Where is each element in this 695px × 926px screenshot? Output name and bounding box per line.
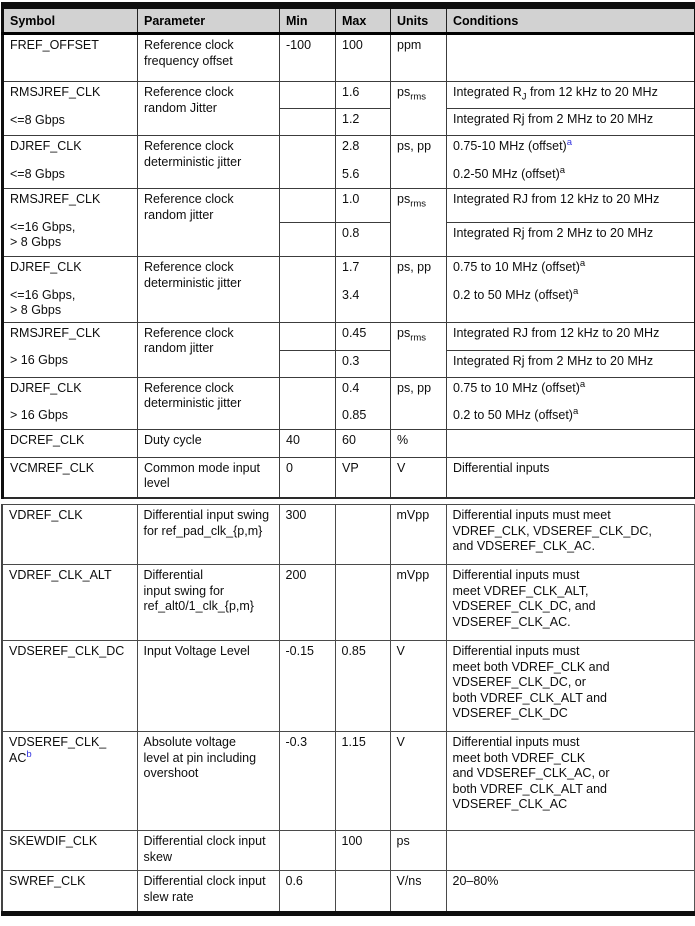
symbol-cell xyxy=(3,34,138,82)
max-cell xyxy=(335,565,390,641)
units-cell: V xyxy=(390,732,446,831)
conditions-cell xyxy=(447,429,695,457)
col-header-min: Min xyxy=(280,6,336,34)
parameter-cell: Reference clock random jitter xyxy=(138,189,280,257)
units-subscript: rms xyxy=(410,91,427,103)
parameter-cell: Differential clock input skew xyxy=(137,831,279,871)
footnote-a-link[interactable]: a xyxy=(566,136,572,148)
max-cell: 0.4 0.85 xyxy=(336,377,391,429)
table-row xyxy=(3,457,695,498)
table-row xyxy=(3,82,695,109)
max-cell: 1.15 xyxy=(335,732,390,831)
footnote-a: a xyxy=(559,164,566,176)
min-cell xyxy=(280,377,336,429)
table-row xyxy=(3,34,695,82)
units-cell: mVpp xyxy=(390,505,446,565)
units-cell: mVpp xyxy=(390,565,446,641)
units-subscript: rms xyxy=(410,198,427,210)
parameter-cell: Absolute voltage level at pin including overshoot xyxy=(137,732,279,831)
units-cell: % xyxy=(391,429,447,457)
max-cell: 0.3 xyxy=(336,350,391,377)
symbol-cell: DJREF_CLK <=16 Gbps, > 8 Gbps xyxy=(3,257,138,323)
conditions-cell: Differential inputs must meet VDREF_CLK, VDSEREF_CLK_DC, and VDSEREF_CLK_AC. xyxy=(446,505,695,565)
min-cell: -0.15 xyxy=(279,641,335,732)
units-cell: V/ns xyxy=(390,871,446,914)
symbol-cell: VDSEREF_CLK_DC xyxy=(2,641,137,732)
min-cell: 0.6 xyxy=(279,871,335,914)
min-cell xyxy=(280,82,336,109)
symbol-text: FREF_OFFSET xyxy=(10,38,99,52)
min-cell xyxy=(279,831,335,871)
table-row xyxy=(3,136,695,189)
table-row xyxy=(2,505,695,565)
table-row xyxy=(3,429,695,457)
units-cell: $ps_{rms}$ xyxy=(391,322,447,377)
symbol-cell: VDSEREF_CLK_ $AC^b$ xyxy=(2,732,137,831)
conditions-cell: Integrated Rj from 2 MHz to 20 MHz xyxy=(447,350,695,377)
table-row xyxy=(3,322,695,350)
max-cell: 1.0 xyxy=(336,189,391,223)
symbol-cell: RMSJREF_CLK > 16 Gbps xyxy=(3,322,138,377)
min-cell: 300 xyxy=(279,505,335,565)
parameter-cell: Reference clock frequency offset xyxy=(138,34,280,82)
header-row xyxy=(3,6,695,34)
min-cell xyxy=(280,136,336,189)
max-cell: 1.6 xyxy=(336,82,391,109)
max-cell: 1.2 xyxy=(336,109,391,136)
parameter-cell: Differential clock input slew rate xyxy=(137,871,279,914)
units-cell: $ps_{rms}$ xyxy=(391,82,447,136)
units-cell: $ps_{rms}$ xyxy=(391,189,447,257)
parameter-cell: Differential input swing for ref_alt0/1_clk_{p,m} xyxy=(137,565,279,641)
conditions-cell: 0.75 to 10 MHz (offset)$^a$ 0.2 to 50 MHz (offset)$^a$ xyxy=(447,257,695,323)
max-cell: 0.45 xyxy=(336,322,391,350)
table-row xyxy=(2,565,695,641)
conditions-cell: Integrated Rj from 2 MHz to 20 MHz xyxy=(447,109,695,136)
table-row xyxy=(2,871,695,914)
col-header-max: Max xyxy=(336,6,391,34)
symbol-cell: DJREF_CLK <=8 Gbps xyxy=(3,136,138,189)
max-cell xyxy=(335,871,390,914)
symbol-cell: SKEWDIF_CLK xyxy=(2,831,137,871)
footnote-a: a xyxy=(579,257,586,269)
parameter-cell: Input Voltage Level xyxy=(137,641,279,732)
conditions-cell: Differential inputs xyxy=(447,457,695,498)
min-cell xyxy=(280,109,336,136)
max-cell: 0.85 xyxy=(335,641,390,732)
symbol-cell: DJREF_CLK > 16 Gbps xyxy=(3,377,138,429)
max-cell: 100 xyxy=(335,831,390,871)
max-cell: 0.8 xyxy=(336,223,391,257)
min-cell: 40 xyxy=(280,429,336,457)
conditions-cell: Integrated Rj from 2 MHz to 20 MHz xyxy=(447,223,695,257)
units-cell: ps, pp xyxy=(391,257,447,323)
conditions-cell: 0.75 to 10 MHz (offset)$^a$ 0.2 to 50 MHz (offset)$^a$ xyxy=(447,377,695,429)
conditions-cell xyxy=(446,831,695,871)
table-row xyxy=(3,377,695,429)
conditions-cell: Integrated RJ from 12 kHz to 20 MHz xyxy=(447,322,695,350)
spec-table-section-1 xyxy=(1,2,695,499)
parameter-cell: Reference clock random jitter xyxy=(138,322,280,377)
col-header-symbol: Symbol xyxy=(3,6,138,34)
min-cell xyxy=(280,223,336,257)
symbol-cell: SWREF_CLK xyxy=(2,871,137,914)
units-cell: ppm xyxy=(391,34,447,82)
parameter-cell: Duty cycle xyxy=(138,429,280,457)
parameter-cell: Reference clock deterministic jitter xyxy=(138,377,280,429)
col-header-conditions: Conditions xyxy=(447,6,695,34)
conditions-cell: 20–80% xyxy=(446,871,695,914)
parameter-cell: Reference clock deterministic jitter xyxy=(138,257,280,323)
max-cell: VP xyxy=(336,457,391,498)
units-cell: V xyxy=(390,641,446,732)
conditions-cell: Integrated RJ from 12 kHz to 20 MHz xyxy=(447,189,695,223)
footnote-a: a xyxy=(579,378,586,390)
footnote-a: a xyxy=(572,405,579,417)
min-cell: 200 xyxy=(279,565,335,641)
conditions-cell: Differential inputs must meet VDREF_CLK_ALT, VDSEREF_CLK_DC, and VDSEREF_CLK_AC. xyxy=(446,565,695,641)
symbol-cell: RMSJREF_CLK <=8 Gbps xyxy=(3,82,138,136)
max-cell xyxy=(335,505,390,565)
max-cell: 100 xyxy=(336,34,391,82)
units-cell: V xyxy=(391,457,447,498)
parameter-cell: Common mode input level xyxy=(138,457,280,498)
min-cell xyxy=(280,350,336,377)
conditions-cell: Differential inputs must meet both VDREF_CLK and VDSEREF_CLK_DC, or both VDREF_CLK_ALT and VDSEREF_CLK_DC xyxy=(446,641,695,732)
parameter-cell: Differential input swing for ref_pad_clk_{p,m} xyxy=(137,505,279,565)
conditions-cell: Differential inputs must meet both VDREF_CLK and VDSEREF_CLK_AC, or both VDREF_CLK_ALT and VDSEREF_CLK_AC xyxy=(446,732,695,831)
table-row xyxy=(2,732,695,831)
min-cell xyxy=(280,257,336,323)
min-cell: -0.3 xyxy=(279,732,335,831)
min-cell xyxy=(280,322,336,350)
units-cell: ps, pp xyxy=(391,377,447,429)
max-cell: 2.8 5.6 xyxy=(336,136,391,189)
parameter-cell: Reference clock deterministic jitter xyxy=(138,136,280,189)
col-header-parameter: Parameter xyxy=(138,6,280,34)
symbol-cell: VDREF_CLK xyxy=(2,505,137,565)
max-cell: 60 xyxy=(336,429,391,457)
min-cell: 0 xyxy=(280,457,336,498)
units-cell: ps xyxy=(390,831,446,871)
footnote-b-link[interactable]: b xyxy=(26,748,32,760)
footnote-a: a xyxy=(572,285,579,297)
conditions-cell xyxy=(447,34,695,82)
table-row xyxy=(3,257,695,323)
symbol-cell: RMSJREF_CLK <=16 Gbps, > 8 Gbps xyxy=(3,189,138,257)
col-header-units: Units xyxy=(391,6,447,34)
min-cell xyxy=(280,189,336,223)
max-cell: 1.7 3.4 xyxy=(336,257,391,323)
min-cell: -100 xyxy=(280,34,336,82)
units-cell: ps, pp xyxy=(391,136,447,189)
units-subscript: rms xyxy=(410,332,427,343)
symbol-cell: DCREF_CLK xyxy=(3,429,138,457)
table-row xyxy=(2,641,695,732)
table-row xyxy=(3,189,695,223)
symbol-cell: VDREF_CLK_ALT xyxy=(2,565,137,641)
parameter-cell: Reference clock random Jitter xyxy=(138,82,280,136)
spec-table-section-2 xyxy=(1,504,695,916)
symbol-cell: VCMREF_CLK xyxy=(3,457,138,498)
conditions-cell: Integrated $R_J$ from 12 kHz to 20 MHz xyxy=(447,82,695,109)
table-row xyxy=(2,831,695,871)
conditions-cell: 0.75-10 MHz (offset)$^a$ 0.2-50 MHz (offset)$^a$ xyxy=(447,136,695,189)
